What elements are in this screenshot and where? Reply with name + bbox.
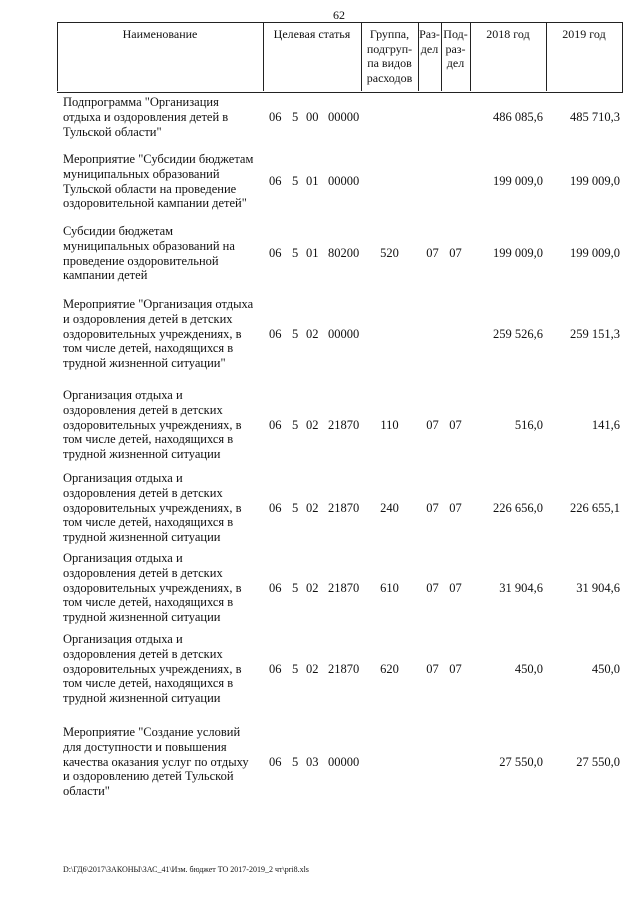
row-name-line: Тульской области на проведение	[63, 181, 237, 196]
target-article-direction: 21870	[328, 500, 360, 515]
row-name	[63, 297, 268, 371]
target-article-direction: 00000	[328, 174, 360, 189]
amount-2019: 31 904,6	[576, 580, 620, 595]
header-podrazdel: Под- раз- дел	[443, 27, 468, 70]
target-article-program: 06	[269, 109, 282, 124]
podrazdel-code: 07	[449, 580, 462, 595]
razdel-code: 07	[426, 661, 439, 676]
row-name-line: Субсидии бюджетам	[63, 224, 174, 238]
target-article-direction: 00000	[328, 754, 360, 769]
row-name-line: оздоровления детей в детских	[63, 402, 223, 417]
target-article-subprogram: 5	[292, 246, 299, 261]
group-code: 620	[380, 661, 399, 676]
amount-2019: 226 655,1	[570, 500, 620, 515]
header-target-article: Целевая статья	[273, 27, 351, 41]
target-article-direction: 21870	[328, 417, 360, 432]
amount-2018: 486 085,6	[493, 109, 543, 124]
row-name-line: области"	[63, 784, 110, 799]
page-number: 62	[333, 8, 345, 22]
target-article-program: 06	[269, 580, 282, 595]
razdel-code: 07	[426, 580, 439, 595]
amount-2019: 27 550,0	[576, 754, 620, 769]
amount-2019: 199 009,0	[570, 174, 620, 189]
target-article-direction: 80200	[328, 246, 360, 261]
row-name-line: оздоровительных учреждениях, в	[63, 500, 242, 515]
header-2018: 2018 год	[486, 27, 530, 41]
podrazdel-code: 07	[449, 500, 462, 515]
row-name-line: оздоровления детей в детских	[63, 485, 223, 500]
row-name-line: Мероприятие "Создание условий	[63, 725, 241, 739]
row-name	[63, 388, 268, 462]
row-name	[63, 152, 268, 211]
target-article-program: 06	[269, 500, 282, 515]
row-name-line: Организация отдыха и	[63, 388, 183, 402]
target-article-event: 02	[306, 417, 319, 432]
razdel-code: 07	[426, 417, 439, 432]
row-name	[63, 95, 268, 139]
amount-2018: 259 526,6	[493, 326, 543, 341]
row-name-line: трудной жизненной ситуации	[63, 691, 221, 706]
row-name-line: оздоровительной кампании детей"	[63, 196, 247, 211]
header-name: Наименование	[122, 27, 198, 41]
amount-2018: 27 550,0	[499, 754, 543, 769]
row-name-line: качества оказания услуг по отдыху	[63, 754, 249, 769]
target-article-program: 06	[269, 754, 282, 769]
target-article-event: 01	[306, 246, 319, 261]
target-article-event: 02	[306, 326, 319, 341]
target-article-direction: 00000	[328, 109, 360, 124]
row-name-line: том числе детей, находящихся в	[63, 676, 234, 691]
target-article-subprogram: 5	[292, 174, 299, 189]
target-article-subprogram: 5	[292, 580, 299, 595]
row-name	[63, 551, 268, 625]
group-code: 610	[380, 580, 399, 595]
row-name-line: оздоровительных учреждениях, в	[63, 326, 242, 341]
amount-2019: 259 151,3	[570, 326, 620, 341]
row-name-line: том числе детей, находящихся в	[63, 341, 234, 356]
row-name-line: оздоровительных учреждениях, в	[63, 417, 242, 432]
row-name-line: муниципальных образований на	[63, 238, 235, 253]
row-name-line: Подпрограмма "Организация	[63, 95, 219, 109]
amount-2018: 450,0	[514, 661, 543, 676]
row-name	[63, 632, 268, 706]
target-article-event: 02	[306, 580, 319, 595]
row-name-line: оздоровительных учреждениях, в	[63, 661, 242, 676]
row-name-line: Мероприятие "Организация отдыха	[63, 297, 254, 311]
row-name-line: Мероприятие "Субсидии бюджетам	[63, 152, 254, 166]
row-name-line: муниципальных образований	[63, 166, 220, 181]
row-name	[63, 224, 268, 283]
row-name-line: отдыха и оздоровления детей в	[63, 109, 229, 124]
target-article-event: 02	[306, 500, 319, 515]
row-name-line: и оздоровления детей в детских	[63, 311, 233, 326]
row-name	[63, 471, 268, 545]
row-name-line: проведение оздоровительной	[63, 253, 219, 268]
target-article-program: 06	[269, 246, 282, 261]
row-name-line: Организация отдыха и	[63, 471, 183, 485]
target-article-program: 06	[269, 174, 282, 189]
podrazdel-code: 07	[449, 417, 462, 432]
podrazdel-code: 07	[449, 661, 462, 676]
amount-2018: 31 904,6	[499, 580, 543, 595]
amount-2018: 199 009,0	[493, 174, 543, 189]
group-code: 520	[380, 246, 399, 261]
podrazdel-code: 07	[449, 246, 462, 261]
target-article-subprogram: 5	[292, 661, 299, 676]
row-name-line: оздоровительных учреждениях, в	[63, 580, 242, 595]
razdel-code: 07	[426, 246, 439, 261]
amount-2018: 226 656,0	[493, 500, 543, 515]
target-article-subprogram: 5	[292, 109, 299, 124]
row-name-line: трудной жизненной ситуации	[63, 447, 221, 462]
target-article-subprogram: 5	[292, 500, 299, 515]
target-article-subprogram: 5	[292, 754, 299, 769]
row-name-line: кампании детей	[63, 268, 148, 283]
razdel-code: 07	[426, 500, 439, 515]
target-article-direction: 00000	[328, 326, 360, 341]
amount-2019: 485 710,3	[570, 109, 620, 124]
amount-2019: 141,6	[591, 417, 620, 432]
header-group: Группа, подгруп- па видов расходов	[366, 27, 413, 85]
amount-2018: 199 009,0	[493, 246, 543, 261]
file-path-footer: D:\ГД6\2017\ЗАКОНЫ\ЗАС_41\Изм. бюджет ТО 2017-2019_2 чт\pri8.xls	[63, 865, 309, 874]
target-article-program: 06	[269, 326, 282, 341]
row-name-line: том числе детей, находящихся в	[63, 515, 234, 530]
row-name-line: Организация отдыха и	[63, 632, 183, 646]
row-name-line: трудной жизненной ситуации	[63, 530, 221, 545]
target-article-subprogram: 5	[292, 417, 299, 432]
row-name-line: и оздоровлению детей Тульской	[63, 769, 234, 784]
target-article-direction: 21870	[328, 661, 360, 676]
group-code: 240	[380, 500, 399, 515]
target-article-program: 06	[269, 417, 282, 432]
row-name-line: Тульской области"	[63, 124, 162, 139]
target-article-direction: 21870	[328, 580, 360, 595]
amount-2019: 199 009,0	[570, 246, 620, 261]
header-2019: 2019 год	[562, 27, 606, 41]
row-name	[63, 725, 268, 799]
row-name-line: трудной жизненной ситуации"	[63, 356, 226, 371]
group-code: 110	[380, 417, 399, 432]
amount-2018: 516,0	[514, 417, 543, 432]
row-name-line: оздоровления детей в детских	[63, 565, 223, 580]
target-article-program: 06	[269, 661, 282, 676]
target-article-event: 00	[306, 109, 319, 124]
amount-2019: 450,0	[591, 661, 620, 676]
row-name-line: оздоровления детей в детских	[63, 646, 223, 661]
row-name-line: том числе детей, находящихся в	[63, 595, 234, 610]
row-name-line: том числе детей, находящихся в	[63, 432, 234, 447]
target-article-event: 01	[306, 174, 319, 189]
row-name-line: для доступности и повышения	[63, 739, 227, 754]
header-razdel: Раз- дел	[419, 27, 440, 56]
target-article-event: 03	[306, 754, 319, 769]
target-article-subprogram: 5	[292, 326, 299, 341]
row-name-line: Организация отдыха и	[63, 551, 183, 565]
target-article-event: 02	[306, 661, 319, 676]
row-name-line: трудной жизненной ситуации	[63, 610, 221, 625]
